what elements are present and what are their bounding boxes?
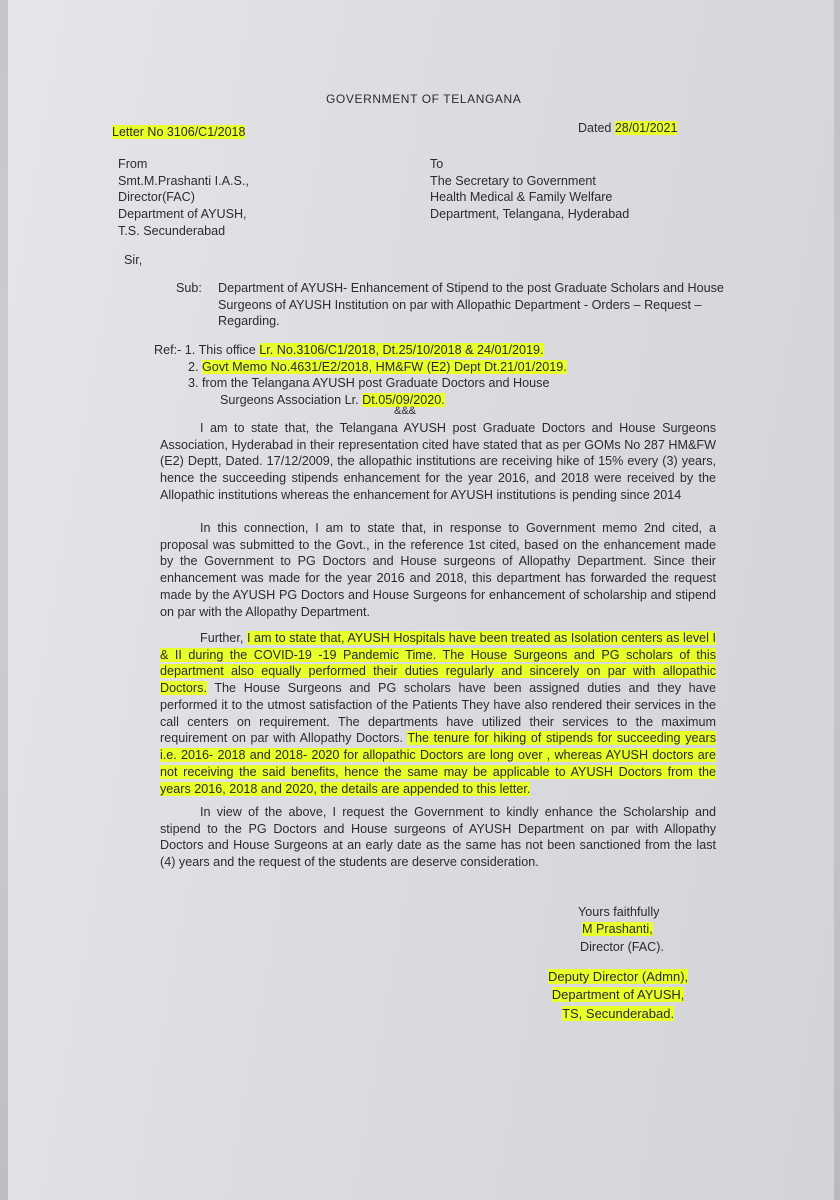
reference-3-cont (154, 392, 567, 409)
stamp-line-2: Department of AYUSH, (551, 987, 685, 1003)
from-line: Smt.M.Prashanti I.A.S., (118, 173, 249, 188)
separator: &&& (394, 405, 417, 417)
closing-yours: Yours faithfully (578, 905, 660, 919)
letter-number-text: Letter No 3106/C1/2018 (112, 125, 246, 139)
letter-page (8, 0, 834, 1200)
to-line: The Secretary to Government (430, 173, 596, 188)
signatory-name: M Prashanti, (582, 922, 653, 937)
stamp-line-3: TS, Secunderabad. (562, 1005, 675, 1021)
from-block (118, 156, 249, 240)
paragraph-3-highlight-2: The tenure for hiking of stipends for succeeding years i.e. 2016- 2018 and 2018- 2020 for allopathic Doctors are long over , whereas AYUSH doctors are not receiving the said benefits, hence the same may be applicable to AYUSH Doctors from the years 2016, 2018 and 2020, the details are appended to this letter. (160, 731, 716, 796)
from-label: From (118, 157, 148, 171)
to-line: Health Medical & Family Welfare (430, 190, 613, 205)
signatory-title: Director (FAC). (580, 939, 664, 954)
paragraph-3-part-a: Further, (200, 631, 247, 645)
stamp-line (548, 986, 688, 1004)
ref-label: Ref:- (154, 343, 182, 357)
signatory-name-line (568, 921, 664, 938)
ref-3-cont-text: Surgeons Association Lr. (220, 393, 359, 408)
paragraph-4 (160, 804, 716, 871)
paragraph-3 (160, 630, 716, 797)
reference-2 (154, 359, 567, 376)
references-block (154, 342, 567, 409)
letter-header: GOVERNMENT OF TELANGANA (326, 92, 522, 106)
from-line: T.S. Secunderabad (118, 223, 226, 238)
paragraph-1-text: I am to state that, the Telangana AYUSH post Graduate Doctors and House Surgeons Association, Hyderabad in their representation cited have stated that as per GOMs No 287 HM&FW (E2) Deptt, Dated. 17/12/2009, the allopathic institutions are receiving hike of 15% every (3) years, hence the succeeding stipends enhancement for the year 2016, and 2018 were received by the Allopathic institutions whereas the enhancement for AYUSH institutions is pending since 2014 (160, 421, 716, 502)
from-line: Director(FAC) (118, 190, 195, 205)
paragraph-2 (160, 520, 716, 620)
to-label: To (430, 157, 444, 171)
from-line: Department of AYUSH, (118, 207, 247, 222)
subject-block (178, 280, 738, 330)
stamp-line-1: Deputy Director (Admn), (548, 969, 689, 984)
reference-3: 3. from the Telangana AYUSH post Graduate Doctors and House (188, 376, 550, 391)
reference-1 (154, 342, 567, 359)
stamp-line (548, 968, 688, 986)
paragraph-2-text: In this connection, I am to state that, in response to Government memo 2nd cited, a proposal was submitted to the Govt., in the reference 1st cited, based on the enhancement made by the Government to PG Doctors and House surgeons of Allopathy Department. Since their enhancement was made for the year 2016 and 2018, this department has forwarded the request made by the AYUSH PG Doctors and House Surgeons for enhancement of scholarship and stipend on par with the Allopathy Department. (160, 521, 716, 619)
letter-date (578, 120, 677, 137)
ref-3-highlight: Dt.05/09/2020. (362, 393, 445, 408)
ref-2-highlight: Govt Memo No.4631/E2/2018, HM&FW (E2) Dept Dt.21/01/2019. (202, 359, 567, 374)
to-block (430, 156, 629, 223)
paragraph-4-text: In view of the above, I request the Government to kindly enhance the Scholarship and stipend to the PG Doctors and House surgeons of AYUSH Department on par with Allopathy Doctors and House Surgeons at an early date as the same has not been sanctioned from the last (4) years and the request of the students are deserve consideration. (160, 805, 716, 870)
ref-1-highlight: Lr. No.3106/C1/2018, Dt.25/10/2018 & 24/01/2019. (259, 343, 544, 357)
letter-number (112, 124, 245, 141)
paragraph-1 (160, 420, 716, 504)
ref-1-plain: 1. This office (184, 343, 256, 357)
dated-label: Dated (578, 121, 612, 135)
salutation: Sir, (124, 253, 143, 267)
signature-block (568, 904, 664, 956)
paragraph-3-highlight-1: I am to state that, AYUSH Hospitals have been treated as Isolation centers as level I & II during the COVID-19 -19 Pandemic Time. The House Surgeons and PG scholars of this department also equally performed their duties regularly and sincerely on par with allopathic Doctors. (160, 631, 716, 696)
office-stamp (548, 968, 688, 1023)
to-line: Department, Telangana, Hyderabad (430, 207, 630, 222)
ref-2-number: 2. (188, 359, 199, 374)
paragraph-3-part-c: The House Surgeons and PG scholars have been assigned duties and they have performed it to the utmost satisfaction of the Patients They have also rendered their services in the call centers on requirement. The departments have utilized their services to the maximum requirement on par with Allopathy Doctors. (160, 681, 716, 746)
stamp-line (548, 1005, 688, 1023)
dated-value: 28/01/2021 (614, 121, 678, 135)
subject-label: Sub: (176, 281, 202, 295)
subject-text: Department of AYUSH- Enhancement of Stipend to the post Graduate Scholars and House Surgeons of AYUSH Institution on par with Allopathic Department - Orders – Request – Regarding. (218, 281, 724, 329)
